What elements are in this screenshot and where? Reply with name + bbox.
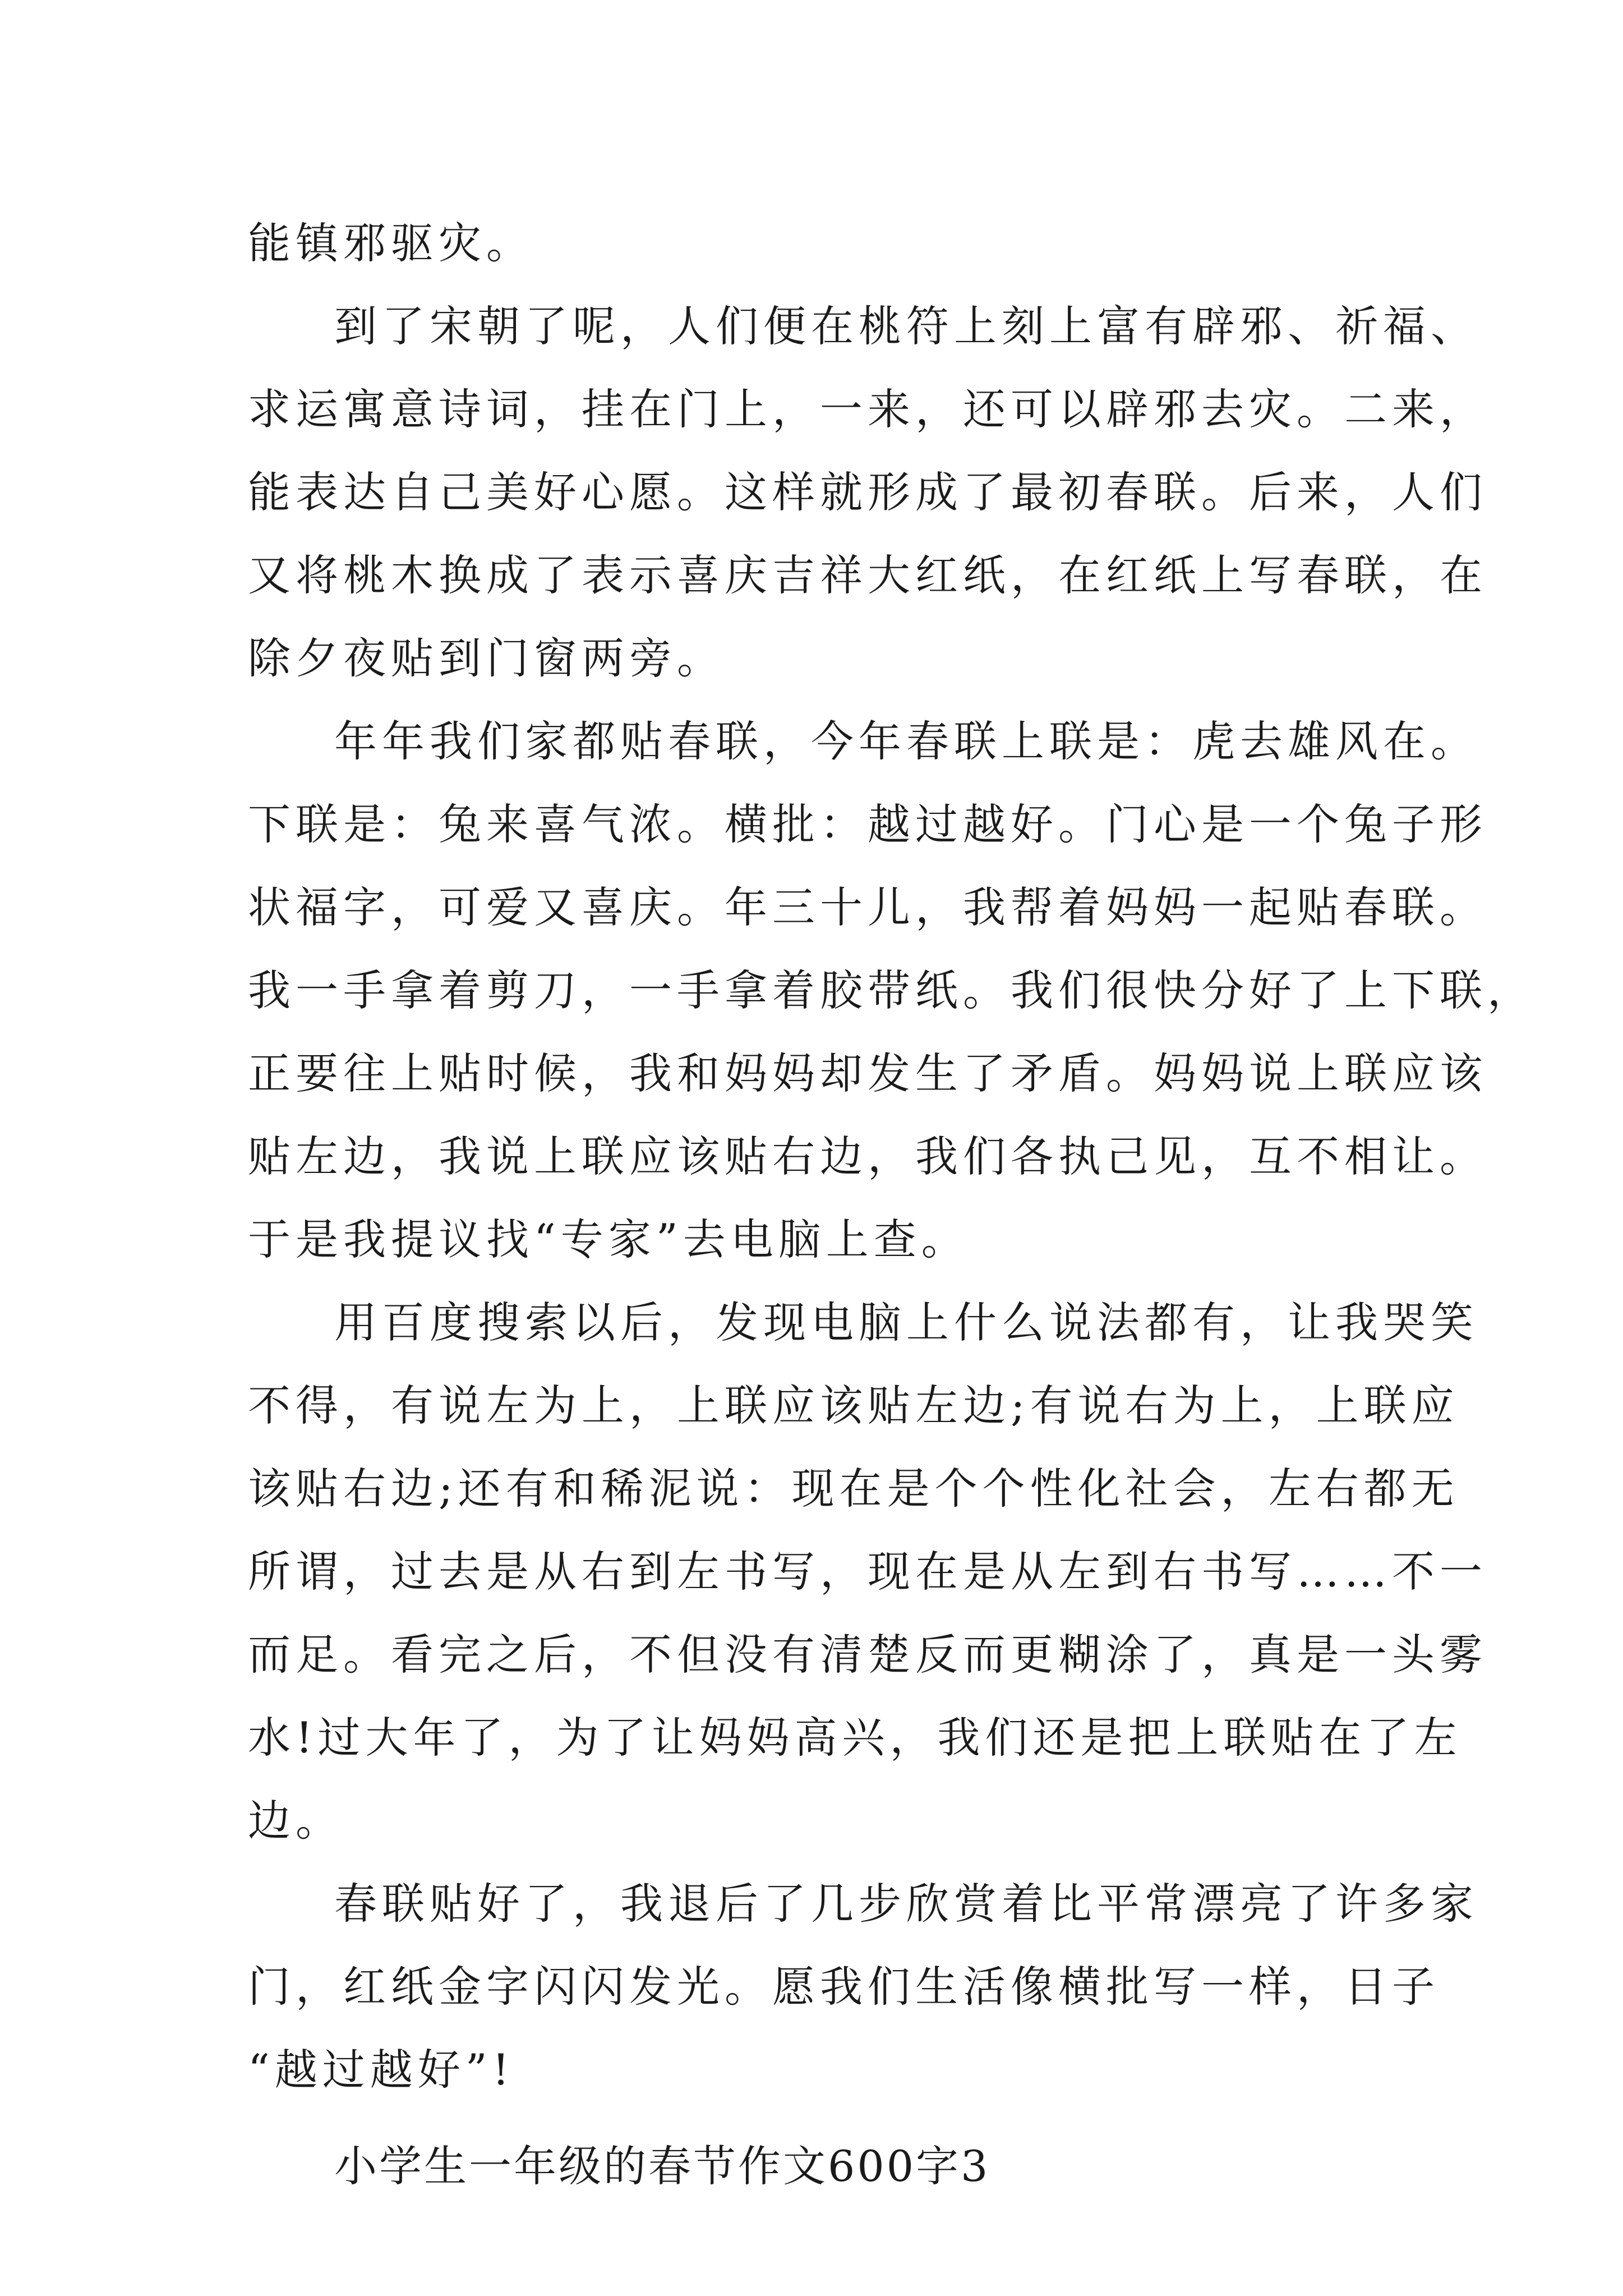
text-line: 又将桃木换成了表示喜庆吉祥大红纸，在红纸上写春联，在 (248, 550, 1487, 600)
document-body (248, 202, 1535, 2208)
paragraph-start-line: 到了宋朝了呢，人们便在桃符上刻上富有辟邪、祈福、 (334, 301, 1478, 351)
text-line: 能表达自己美好心愿。这样就形成了最初春联。后来，人们 (248, 467, 1487, 517)
paragraph-start-line: 用百度搜索以后，发现电脑上什么说法都有，让我哭笑 (334, 1297, 1478, 1347)
text-line: 不得，有说左为上，上联应该贴左边;有说右为上，上联应 (248, 1381, 1459, 1430)
text-line: 下联是：兔来喜气浓。横批：越过越好。门心是一个兔子形 (248, 799, 1487, 849)
text-line: 除夕夜贴到门窗两旁。 (248, 633, 725, 683)
paragraph-start-line: 年年我们家都贴春联，今年春联上联是：虎去雄风在。 (334, 716, 1478, 766)
text-line: 门，红纸金字闪闪发光。愿我们生活像横批写一样，日子 (248, 1962, 1440, 2012)
text-line: 我一手拿着剪刀，一手拿着胶带纸。我们很快分好了上下联， (248, 965, 1535, 1015)
section-heading: 小学生一年级的春节作文600字3 (334, 2141, 990, 2191)
text-line: 该贴右边;还有和稀泥说：现在是个个性化社会，左右都无 (248, 1464, 1459, 1513)
text-line: “越过越好”! (248, 2045, 515, 2095)
text-line: 正要往上贴时候，我和妈妈却发生了矛盾。妈妈说上联应该 (248, 1048, 1487, 1098)
text-line: 状福字，可爱又喜庆。年三十儿，我帮着妈妈一起贴春联。 (248, 882, 1487, 932)
text-line: 求运寓意诗词，挂在门上，一来，还可以辟邪去灾。二来， (248, 384, 1487, 434)
text-line: 边。 (248, 1796, 343, 1846)
text-line: 水!过大年了，为了让妈妈高兴，我们还是把上联贴在了左 (248, 1713, 1462, 1763)
paragraph-start-line: 春联贴好了，我退后了几步欣赏着比平常漂亮了许多家 (334, 1879, 1478, 1929)
text-line: 于是我提议找“专家”去电脑上查。 (248, 1214, 969, 1264)
text-line: 能镇邪驱灾。 (248, 218, 534, 268)
text-line: 贴左边，我说上联应该贴右边，我们各执己见，互不相让。 (248, 1131, 1487, 1181)
text-line: 而足。看完之后，不但没有清楚反而更糊涂了，真是一头雾 (248, 1630, 1487, 1680)
text-line: 所谓，过去是从右到左书写，现在是从左到右书写……不一 (248, 1547, 1487, 1596)
